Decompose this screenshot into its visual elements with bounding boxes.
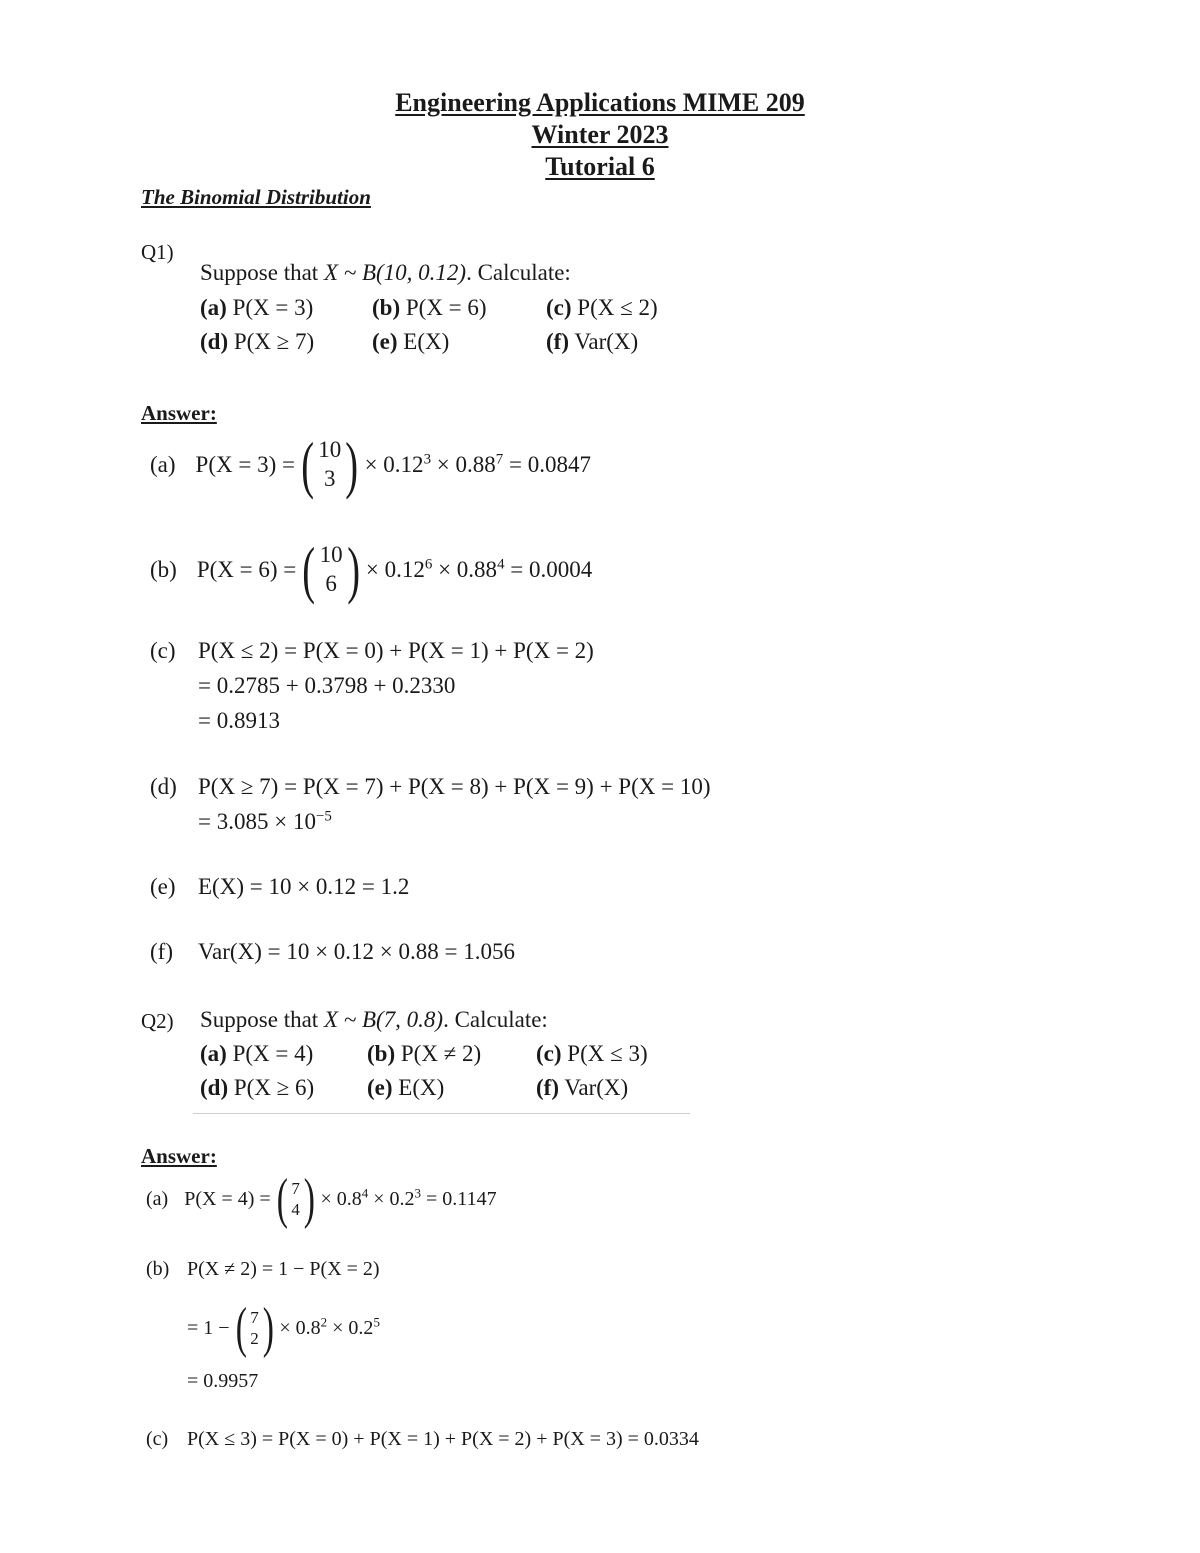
q2-answer-b-line2: = 1 − ( 7 2 ) × $0.8^2 \times 0.2^5$ [187,1297,380,1359]
q1-answer-c: (c) P(X ≤ 2) = P(X = 0) + P(X = 1) + P(X = 2) [150,638,594,663]
q2-answer-label: Answer: [141,1144,217,1168]
q2-prompt: Suppose that X ~ B(7, 0.8). Calculate: [200,1007,548,1032]
q2-answer-a: (a) P(X = 4) = ( 7 4 ) × $0.8^4 \times 0.2^3 = 0.1147$ [146,1168,497,1230]
q1-part-d: (d) P(X ≥ 7) [200,329,315,354]
q2-part-d: (d) P(X ≥ 6) [200,1075,315,1100]
q1-part-c: (c) P(X ≤ 2) [546,295,658,320]
q1-answer-c-line3: = 0.8913 [198,708,280,733]
q2-label: Q2) [141,1009,174,1033]
binomial-coefficient: ( 7 2 ) [235,1297,274,1359]
q2-part-f: (f) Var(X) [536,1075,629,1100]
section-title: The Binomial Distribution [141,185,371,209]
binomial-coefficient: ( 10 3 ) [301,429,359,500]
q1-prompt [200,260,571,286]
q1-answer-b: (b) P(X = 6) = ( 10 6 ) × $0.12^6 \times 0.88^4 = 0.0004$ [150,534,593,605]
q2-answer-b: (b) P(X ≠ 2) = 1 − P(X = 2) [146,1258,380,1280]
q1-answer-d: (d) P(X ≥ 7) = P(X = 7) + P(X = 8) + P(X = 9) + P(X = 10) [150,774,711,799]
q2-answer-c: (c) P(X ≤ 3) = P(X = 0) + P(X = 1) + P(X = 2) + P(X = 3) = 0.0334 [146,1428,699,1450]
divider-line [193,1113,690,1114]
q1-prompt-post: . Calculate: [466,260,571,285]
q2-answer-b-line3: = 0.9957 [187,1370,259,1392]
doc-term: Winter 2023 [531,120,669,149]
doc-tutorial: Tutorial 6 [545,152,655,181]
q1-answer-e: (e) E(X) = 10 × 0.12 = 1.2 [150,874,410,899]
q1-answer-c-line2: = 0.2785 + 0.3798 + 0.2330 [198,673,456,698]
q1-part-b: (b) P(X = 6) [372,295,487,320]
q1-label: Q1) [141,240,174,264]
q1-answer-f: (f) Var(X) = 10 × 0.12 × 0.88 = 1.056 [150,939,515,964]
binomial-coefficient: ( 10 6 ) [302,534,360,605]
q2-part-c: (c) P(X ≤ 3) [536,1041,648,1066]
q1-prompt-pre: Suppose that [200,260,324,285]
q1-part-f: (f) Var(X) [546,329,639,354]
q1-answer-d-line2: = $3.085 \times 10^{-5}$ [198,808,332,834]
q2-part-a: (a) P(X = 4) [200,1041,314,1066]
q1-prompt-math: X ~ B(10, 0.12) [323,260,467,285]
doc-title: Engineering Applications MIME 209 [395,88,805,117]
q2-part-e: (e) E(X) [367,1075,445,1100]
q1-answer-label: Answer: [141,401,217,425]
q1-part-a: (a) P(X = 3) [200,295,314,320]
q2-part-b: (b) P(X ≠ 2) [367,1041,482,1066]
q1-part-e: (e) E(X) [372,329,450,354]
binomial-coefficient: ( 7 4 ) [276,1168,315,1230]
q1-answer-a: (a) P(X = 3) = ( 10 3 ) × $0.12^3 \times 0.88^7 = 0.0847$ [150,429,591,500]
